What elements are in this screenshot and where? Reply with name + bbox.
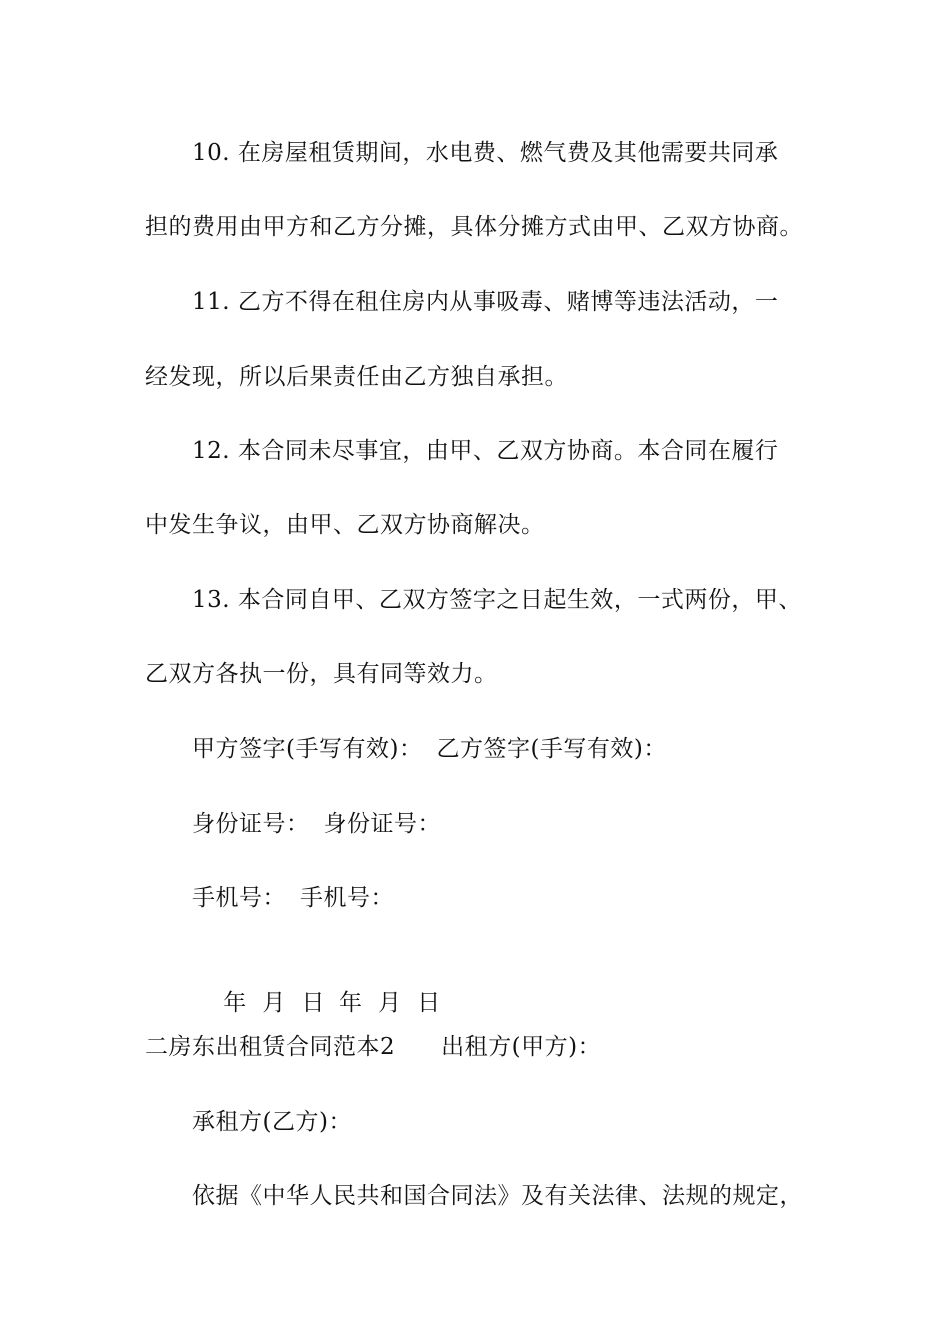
clause-10-line-1: 10. 在房屋租赁期间，水电费、燃气费及其他需要共同承 [192,140,779,166]
party-a-signature-label: 甲方签字(手写有效)： [192,736,423,762]
clause-12-line-1: 12. 本合同未尽事宜，由甲、乙双方协商。本合同在履行 [192,438,779,464]
clause-11-line-1: 11. 乙方不得在租住房内从事吸毒、赌博等违法活动，一 [192,289,779,315]
clause-11-line-2: 经发现，所以后果责任由乙方独自承担。 [145,364,568,390]
id-number-line [192,809,441,839]
clause-13-line-2: 乙双方各执一份，具有同等效力。 [145,661,498,687]
clause-12-line-2: 中发生争议，由甲、乙双方协商解决。 [145,512,545,538]
party-b-signature-label: 乙方签字(手写有效)： [436,736,667,762]
phone-line [192,883,394,913]
party-b-id-label: 身份证号： [323,811,441,837]
lessee-label: 承租方(乙方)： [192,1109,352,1135]
party-a-date-label: 年 月 日 [223,990,325,1016]
section-2-title: 二房东出租赁合同范本2 [145,1034,396,1060]
party-b-date-label: 年 月 日 [339,990,441,1016]
party-a-id-label: 身份证号： [192,811,310,837]
section-2-heading-line [145,1032,601,1062]
party-a-phone-label: 手机号： [192,885,286,911]
lessor-label: 出租方(甲方)： [441,1034,602,1060]
clause-10-line-2: 担的费用由甲方和乙方分摊，具体分摊方式由甲、乙双方协商。 [145,214,803,240]
party-b-phone-label: 手机号： [300,885,394,911]
section-2-intro: 依据《中华人民共和国合同法》及有关法律、法规的规定， [192,1183,803,1209]
signature-line [192,734,667,764]
clause-13-line-1: 13. 本合同自甲、乙双方签字之日起生效，一式两份，甲、 [192,587,802,613]
